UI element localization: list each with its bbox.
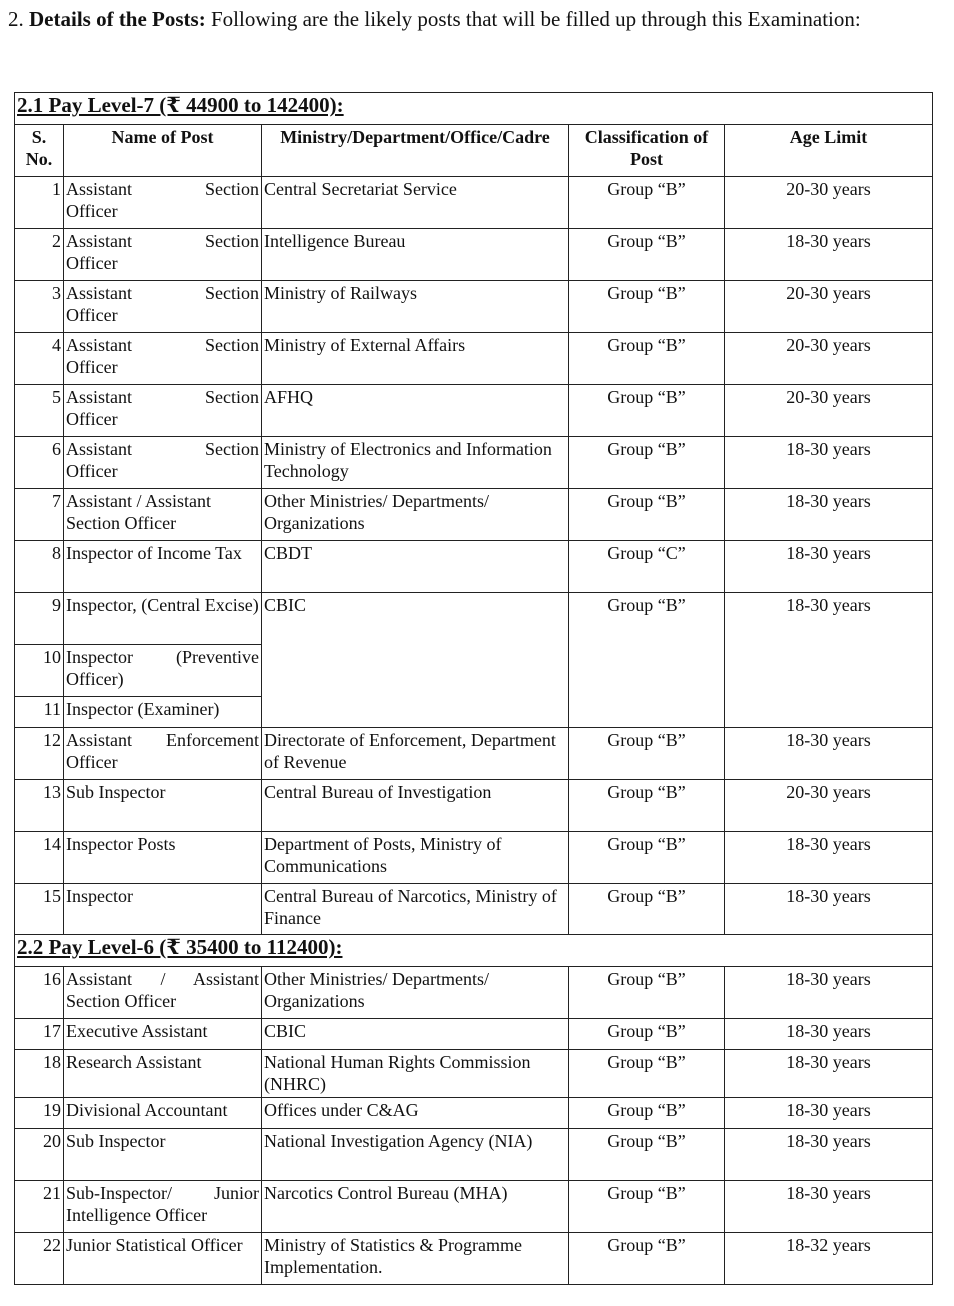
cell-sno: 1 bbox=[15, 177, 64, 229]
cell-ministry: Other Ministries/ Departments/ Organizations bbox=[262, 489, 569, 541]
table-row bbox=[15, 437, 933, 489]
cell-post-name: Assistant / Assistant Section Officer bbox=[64, 967, 262, 1019]
post-name-line1 bbox=[66, 282, 259, 304]
cell-sno: 17 bbox=[15, 1019, 64, 1050]
post-name-line2: Officer bbox=[66, 201, 118, 221]
section-title: 2.2 Pay Level-6 (₹ 35400 to 112400): bbox=[15, 935, 933, 967]
table-row bbox=[15, 1129, 933, 1181]
cell-sno: 2 bbox=[15, 229, 64, 281]
table-row bbox=[15, 385, 933, 437]
table-row bbox=[15, 229, 933, 281]
post-name-part: Junior bbox=[214, 1183, 259, 1203]
cell-sno: 22 bbox=[15, 1233, 64, 1285]
post-name-line2: Officer bbox=[66, 752, 118, 772]
cell-sno: 13 bbox=[15, 780, 64, 832]
post-name-line2: Officer bbox=[66, 253, 118, 273]
cell-classification: Group “B” bbox=[569, 884, 725, 935]
post-name-part: Assistant bbox=[66, 335, 133, 355]
post-name-line2: Section Officer bbox=[66, 513, 177, 533]
cell-age-limit: 18-32 years bbox=[725, 1233, 933, 1285]
cell-age-limit: 20-30 years bbox=[725, 177, 933, 229]
cell-post-name bbox=[64, 229, 262, 281]
table-row bbox=[15, 832, 933, 884]
post-name-line1 bbox=[66, 178, 259, 200]
cell-post-name: Inspector (Preventive Officer) bbox=[64, 645, 262, 697]
cell-ministry: Offices under C&AG bbox=[262, 1098, 569, 1129]
cell-age-limit: 18-30 years bbox=[725, 1050, 933, 1098]
intro-heading: Details of the Posts: bbox=[29, 7, 206, 31]
cell-post-name: Sub Inspector bbox=[64, 1129, 262, 1181]
post-name-part: Assistant bbox=[66, 439, 133, 459]
cell-ministry: CBIC bbox=[262, 593, 569, 728]
cell-post-name bbox=[64, 281, 262, 333]
cell-age-limit: 18-30 years bbox=[725, 728, 933, 780]
post-name-part: Section bbox=[205, 335, 259, 355]
header-ministry: Ministry/Department/Office/Cadre bbox=[262, 125, 569, 177]
cell-ministry: Ministry of External Affairs bbox=[262, 333, 569, 385]
table-row bbox=[15, 1233, 933, 1285]
cell-sno: 15 bbox=[15, 884, 64, 935]
cell-age-limit: 18-30 years bbox=[725, 489, 933, 541]
cell-classification: Group “B” bbox=[569, 1019, 725, 1050]
cell-ministry: Ministry of Electronics and Information Technology bbox=[262, 437, 569, 489]
cell-post-name: Research Assistant bbox=[64, 1050, 262, 1098]
cell-age-limit: 18-30 years bbox=[725, 593, 933, 728]
post-name-part: Assistant bbox=[66, 231, 133, 251]
cell-post-name bbox=[64, 437, 262, 489]
cell-sno: 11 bbox=[15, 697, 64, 728]
cell-post-name: Inspector of Income Tax bbox=[64, 541, 262, 593]
post-name-part: Section bbox=[205, 283, 259, 303]
cell-classification: Group “B” bbox=[569, 593, 725, 728]
cell-ministry: Central Secretariat Service bbox=[262, 177, 569, 229]
section-row bbox=[15, 93, 933, 125]
cell-post-name bbox=[64, 333, 262, 385]
post-name-line1 bbox=[66, 1182, 259, 1204]
cell-age-limit: 18-30 years bbox=[725, 437, 933, 489]
cell-post-name bbox=[64, 728, 262, 780]
cell-ministry: CBIC bbox=[262, 1019, 569, 1050]
cell-classification: Group “B” bbox=[569, 177, 725, 229]
cell-age-limit: 20-30 years bbox=[725, 385, 933, 437]
post-name-line1 bbox=[66, 386, 259, 408]
post-name-part: Section bbox=[205, 387, 259, 407]
cell-classification: Group “B” bbox=[569, 229, 725, 281]
table-row bbox=[15, 593, 933, 645]
cell-age-limit: 18-30 years bbox=[725, 1181, 933, 1233]
cell-sno: 5 bbox=[15, 385, 64, 437]
cell-ministry: Department of Posts, Ministry of Communications bbox=[262, 832, 569, 884]
table-row bbox=[15, 177, 933, 229]
cell-ministry: Intelligence Bureau bbox=[262, 229, 569, 281]
header-row bbox=[15, 125, 933, 177]
cell-sno: 4 bbox=[15, 333, 64, 385]
cell-post-name bbox=[64, 1181, 262, 1233]
cell-classification: Group “B” bbox=[569, 437, 725, 489]
cell-sno: 10 bbox=[15, 645, 64, 697]
cell-sno: 16 bbox=[15, 967, 64, 1019]
cell-sno: 9 bbox=[15, 593, 64, 645]
cell-ministry: Ministry of Statistics & Programme Implementation. bbox=[262, 1233, 569, 1285]
post-name-part: Assistant / Assistant bbox=[66, 491, 212, 511]
table-row bbox=[15, 333, 933, 385]
cell-age-limit: 18-30 years bbox=[725, 967, 933, 1019]
table-row bbox=[15, 884, 933, 935]
post-name-part: Assistant bbox=[66, 730, 133, 750]
cell-ministry: Other Ministries/ Departments/ Organizations bbox=[262, 967, 569, 1019]
post-name-line1 bbox=[66, 729, 259, 751]
header-age: Age Limit bbox=[725, 125, 933, 177]
table-row bbox=[15, 1098, 933, 1129]
cell-classification: Group “B” bbox=[569, 333, 725, 385]
cell-age-limit: 18-30 years bbox=[725, 229, 933, 281]
table-row bbox=[15, 1181, 933, 1233]
cell-sno: 14 bbox=[15, 832, 64, 884]
post-name-part: Assistant bbox=[66, 283, 133, 303]
cell-classification: Group “B” bbox=[569, 281, 725, 333]
cell-post-name: Inspector bbox=[64, 884, 262, 935]
table-row bbox=[15, 1019, 933, 1050]
cell-sno: 21 bbox=[15, 1181, 64, 1233]
posts-table-body bbox=[15, 93, 933, 1285]
section-row bbox=[15, 935, 933, 967]
cell-ministry: National Investigation Agency (NIA) bbox=[262, 1129, 569, 1181]
section-title: 2.1 Pay Level-7 (₹ 44900 to 142400): bbox=[15, 93, 933, 125]
post-name-line2: Officer bbox=[66, 461, 118, 481]
cell-classification: Group “C” bbox=[569, 541, 725, 593]
post-name-part: Assistant bbox=[66, 179, 133, 199]
post-name-line2: Officer bbox=[66, 409, 118, 429]
intro-text: Following are the likely posts that will be filled up through this Examination: bbox=[210, 7, 861, 31]
cell-age-limit: 18-30 years bbox=[725, 1129, 933, 1181]
cell-post-name: Sub Inspector bbox=[64, 780, 262, 832]
table-row bbox=[15, 967, 933, 1019]
cell-classification: Group “B” bbox=[569, 728, 725, 780]
cell-age-limit: 18-30 years bbox=[725, 884, 933, 935]
cell-classification: Group “B” bbox=[569, 832, 725, 884]
cell-classification: Group “B” bbox=[569, 385, 725, 437]
post-name-line2: Intelligence Officer bbox=[66, 1205, 208, 1225]
cell-ministry: National Human Rights Commission (NHRC) bbox=[262, 1050, 569, 1098]
post-name-line1 bbox=[66, 334, 259, 356]
cell-post-name: Inspector (Examiner) bbox=[64, 697, 262, 728]
table-row bbox=[15, 780, 933, 832]
cell-age-limit: 20-30 years bbox=[725, 333, 933, 385]
post-name-line1 bbox=[66, 438, 259, 460]
cell-age-limit: 20-30 years bbox=[725, 780, 933, 832]
intro-paragraph bbox=[8, 6, 940, 33]
cell-classification: Group “B” bbox=[569, 1233, 725, 1285]
cell-sno: 7 bbox=[15, 489, 64, 541]
post-name-line1 bbox=[66, 230, 259, 252]
header-classification: Classification of Post bbox=[569, 125, 725, 177]
cell-post-name: Executive Assistant bbox=[64, 1019, 262, 1050]
cell-ministry: Narcotics Control Bureau (MHA) bbox=[262, 1181, 569, 1233]
table-row bbox=[15, 541, 933, 593]
post-name-part: Sub-Inspector/ bbox=[66, 1183, 172, 1203]
cell-post-name: Junior Statistical Officer bbox=[64, 1233, 262, 1285]
posts-table bbox=[14, 92, 933, 1285]
cell-sno: 12 bbox=[15, 728, 64, 780]
cell-age-limit: 18-30 years bbox=[725, 1098, 933, 1129]
cell-classification: Group “B” bbox=[569, 489, 725, 541]
cell-ministry: Central Bureau of Investigation bbox=[262, 780, 569, 832]
post-name-part: Section bbox=[205, 439, 259, 459]
cell-classification: Group “B” bbox=[569, 1098, 725, 1129]
cell-sno: 8 bbox=[15, 541, 64, 593]
cell-sno: 18 bbox=[15, 1050, 64, 1098]
post-name-line2: Officer bbox=[66, 305, 118, 325]
cell-ministry: Directorate of Enforcement, Department of Revenue bbox=[262, 728, 569, 780]
cell-post-name: Divisional Accountant bbox=[64, 1098, 262, 1129]
table-row bbox=[15, 1050, 933, 1098]
post-name-part: Section bbox=[205, 179, 259, 199]
cell-age-limit: 20-30 years bbox=[725, 281, 933, 333]
post-name-part: Assistant bbox=[66, 387, 133, 407]
cell-post-name bbox=[64, 177, 262, 229]
cell-ministry: Central Bureau of Narcotics, Ministry of Finance bbox=[262, 884, 569, 935]
cell-sno: 20 bbox=[15, 1129, 64, 1181]
cell-sno: 6 bbox=[15, 437, 64, 489]
cell-age-limit: 18-30 years bbox=[725, 832, 933, 884]
cell-post-name bbox=[64, 489, 262, 541]
cell-ministry: Ministry of Railways bbox=[262, 281, 569, 333]
post-name-line1 bbox=[66, 490, 259, 512]
header-name: Name of Post bbox=[64, 125, 262, 177]
table-row bbox=[15, 728, 933, 780]
intro-number: 2. bbox=[8, 7, 24, 31]
cell-post-name: Inspector, (Central Excise) bbox=[64, 593, 262, 645]
cell-classification: Group “B” bbox=[569, 967, 725, 1019]
cell-ministry: CBDT bbox=[262, 541, 569, 593]
cell-age-limit: 18-30 years bbox=[725, 541, 933, 593]
cell-classification: Group “B” bbox=[569, 1129, 725, 1181]
cell-ministry: AFHQ bbox=[262, 385, 569, 437]
cell-age-limit: 18-30 years bbox=[725, 1019, 933, 1050]
post-name-part: Section bbox=[205, 231, 259, 251]
cell-classification: Group “B” bbox=[569, 780, 725, 832]
post-name-line2: Officer bbox=[66, 357, 118, 377]
header-sno: S. No. bbox=[15, 125, 64, 177]
cell-sno: 3 bbox=[15, 281, 64, 333]
cell-classification: Group “B” bbox=[569, 1050, 725, 1098]
table-row bbox=[15, 281, 933, 333]
cell-classification: Group “B” bbox=[569, 1181, 725, 1233]
table-row bbox=[15, 489, 933, 541]
cell-sno: 19 bbox=[15, 1098, 64, 1129]
cell-post-name: Inspector Posts bbox=[64, 832, 262, 884]
post-name-part: Enforcement bbox=[166, 730, 259, 750]
cell-post-name bbox=[64, 385, 262, 437]
